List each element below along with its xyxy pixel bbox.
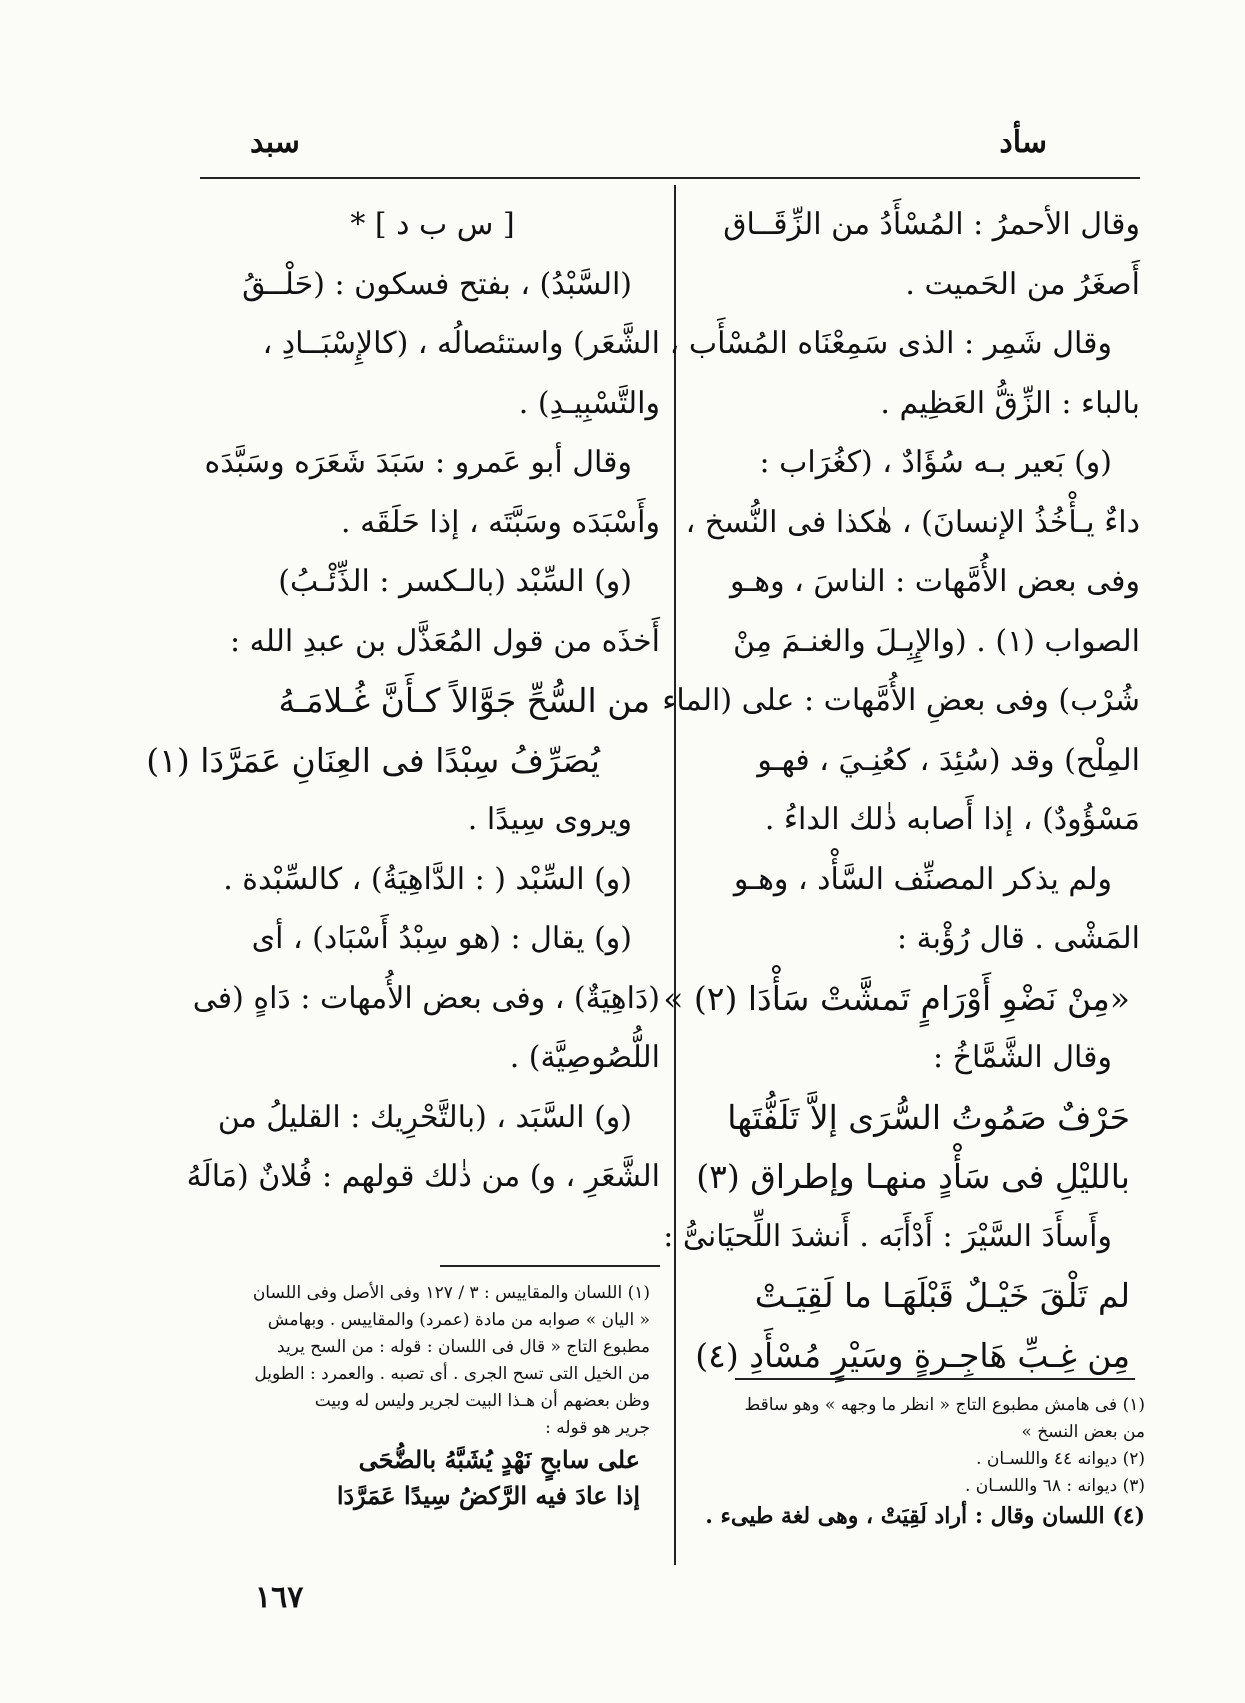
footnote: وظن بعضهم أن هـذا البيت لجرير وليس له وبيت — [314, 1391, 650, 1411]
text-line: مَسْؤُودٌ) ، إذا أَصابه ذٰلك الداءُ . — [764, 802, 1140, 837]
text-line: ويروى سِيدًا . — [467, 802, 632, 837]
footnote: (١) اللسان والمقاييس : ٣ / ١٢٧ وفى الأصل وفى اللسان — [252, 1283, 650, 1303]
text-line: المِلْح) وقد (سُئِدَ ، كعُنِـيَ ، فهـو — [757, 742, 1140, 778]
text-line: (و) بَعير بـه سُؤَادٌ ، (كغُرَاب : — [759, 445, 1112, 480]
footnote: من بعض النسخ » — [1021, 1422, 1145, 1442]
text-line: أَصغَرُ من الحَميت . — [905, 266, 1140, 302]
header-left-entry: سبد — [250, 125, 300, 160]
text-line: أَخذَه من قول المُعَذَّل بن عبدِ الله : — [230, 623, 660, 659]
verse-line: لم تَلْقَ خَيْـلٌ قَبْلَهَـا ما لَقِيَـتْ — [754, 1276, 1130, 1315]
footnote: جرير هو قوله : — [545, 1418, 650, 1438]
right-column — [662, 195, 1140, 1385]
header-rule — [200, 177, 1140, 179]
footnote: (٣) ديوانه : ٦٨ واللسـان . — [964, 1476, 1145, 1496]
text-line: وأَسْبَدَه وسَبَّتَه ، إذا حَلَقَه . — [341, 504, 660, 540]
text-line: داءٌ يـأْخُذُ الإنسانَ) ، هٰكذا فى النُّسخ ، — [685, 504, 1140, 540]
footnote-verse: إذا عادَ فيه الرَّكضُ سِيدًا عَمَرَّدَا — [336, 1481, 640, 1510]
footnote-rule — [735, 1378, 1135, 1380]
footnote: (٤) اللسان وقال : أراد لَقِيَتْ ، وهى لغة طيىء . — [705, 1503, 1145, 1529]
text-line: (و) يقال : (هو سِبْدُ أَسْبَاد) ، أى — [251, 921, 632, 956]
left-column — [146, 195, 660, 1207]
text-line: المَشْى . قال رُؤْبة : — [896, 921, 1140, 956]
text-line: وقال الشَّمَّاخُ : — [932, 1040, 1112, 1075]
text-line: وقال شَمِر : الذى سَمِعْنَاه المُسْأَب ، — [669, 326, 1112, 361]
text-line: وفى بعض الأُمَّهات : الناسَ ، وهـو — [729, 564, 1140, 599]
text-line: والتَّسْبِيـدِ) . — [518, 385, 660, 421]
text-line: (و) السِّبْد ( : الدَّاهِيَةُ) ، كالسِّبْدة . — [223, 861, 632, 897]
column-divider — [674, 185, 676, 1565]
page-number: ١٦٧ — [255, 1580, 304, 1615]
footnote-rule — [440, 1265, 660, 1267]
text-line: (و) السَّبَد ، (بالتَّحْرِيك : القليلُ من — [217, 1099, 632, 1135]
footnote: (١) فى هامش مطبوع التاج « انظر ما وجهه » وهو ساقط — [744, 1395, 1145, 1415]
text-line: ولم يذكر المصنِّف السَّأْد ، وهـو — [733, 861, 1112, 897]
verse-line: بالليْلِ فى سَأْدٍ منهـا وإطراق (٣) — [696, 1157, 1130, 1196]
text-line: بالباء : الزِّقُّ العَظِيم . — [880, 385, 1140, 421]
footnote: « اليان » صوابه من مادة (عمرد) والمقاييس . وبهامش — [267, 1310, 650, 1330]
footnote-verse: على سابحٍ نَهْدٍ يُشَبَّهُ بالضُّحَى — [358, 1445, 640, 1474]
text-line: وأَسأَدَ السَّيْرَ : أَدْأَبَه . أَنشدَ اللِّحيَانىُّ : — [663, 1218, 1112, 1254]
verse-line: حَرْفٌ صَمُوتُ السُّرَى إلاَّ تَلَفُّتَها — [727, 1097, 1130, 1137]
verse-line: مِن غِـبِّ هَاجِـرةٍ وسَيْرٍ مُسْأَدِ (٤) — [695, 1335, 1130, 1375]
text-line: الشَّعَرِ ، و) من ذٰلك قولهم : فُلانٌ (مَالَهُ — [186, 1159, 660, 1194]
entry-heading: [ س ب د ] * — [350, 207, 515, 242]
footnotes-right — [705, 1392, 1145, 1532]
verse-line: يُصَرِّفُ سِبْدًا فى العِنَانِ عَمَرَّدَا (١) — [146, 740, 600, 780]
footnote: مطبوع التاج « قال فى اللسان : قوله : من السح يريد — [277, 1337, 650, 1357]
text-line: شُرْب) وفى بعضِ الأُمَّهات : على (الماء — [662, 683, 1140, 718]
text-line: (دَاهِيَةٌ) ، وفى بعض الأُمهات : دَاهٍ (فى — [192, 980, 660, 1016]
text-line: اللُّصُوصِيَّة) . — [509, 1040, 660, 1075]
footnote: من الخيل التى تسح الجرى . أى تصبه . والعمرد : الطويل — [254, 1364, 650, 1384]
text-line: (و) السِّبْد (بالـكسر : الذِّئْـبُ) — [278, 564, 632, 599]
verse-line: من السُّحِّ جَوَّالاً كـأَنَّ غُـلامَـهُ — [278, 681, 650, 720]
text-line: الشَّعَر) واستئصالُه ، (كالإِسْبَــادِ ، — [262, 326, 660, 361]
text-line: وقال الأحمرُ : المُسْأَدُ من الزِّقَــاق — [723, 207, 1140, 242]
text-line: الصواب (١) . (والإِبِـلَ والغنـمَ مِنْ — [733, 623, 1140, 659]
footnotes-left — [200, 1280, 650, 1514]
footnote: (٢) ديوانه ٤٤ واللسـان . — [976, 1449, 1145, 1469]
text-line: وقال أبو عَمرو : سَبَدَ شَعَرَه وسَبَّدَه — [204, 445, 632, 480]
verse-line: «مِنْ نَضْوِ أَوْرَامٍ تَمشَّتْ سَأْدَا (٢) » — [663, 978, 1130, 1018]
header-right-entry: سأد — [999, 125, 1047, 160]
text-line: (السَّبْدُ) ، بفتح فسكون : (حَلْــقُ — [242, 266, 632, 302]
